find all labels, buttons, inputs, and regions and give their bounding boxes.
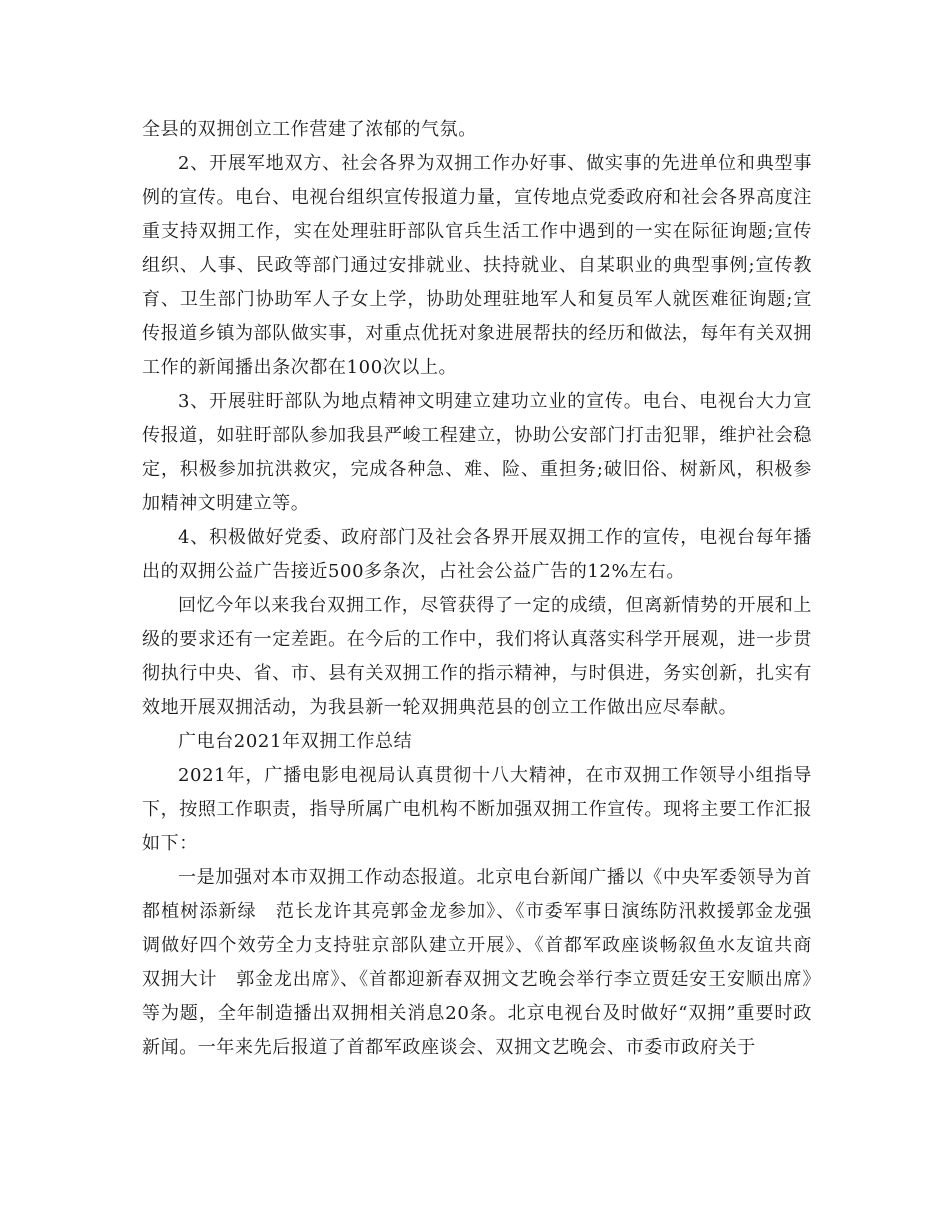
paragraph: 4、积极做好党委、政府部门及社会各界开展双拥工作的宣传，电视台每年播出的双拥公益广告接近500多条次，占社会公益广告的12%左右。 <box>142 527 812 582</box>
document-body <box>142 113 812 1065</box>
paragraph: 全县的双拥创立工作营建了浓郁的气氛。 <box>142 119 477 140</box>
paragraph: 一是加强对本市双拥工作动态报道。北京电台新闻广播以《中央军委领导为首都植树添新绿 范长龙许其亮郭金龙参加》、《市委军事日演练防汛救援郭金龙强调做好四个效劳全力支持驻京部队建立开展》、《首都军政座谈畅叙鱼水友谊共商双拥大计 郭金龙出席》、《首都迎新春双拥文艺晚会举行李立贾廷安王安顺出席》等为题，全年制造播出双拥相关消息20条。北京电视台及时做好“双拥”重要时政新闻。一年来先后报道了首都军政座谈会、双拥文艺晚会、市委市政府关于 <box>142 867 812 1058</box>
section-title: 广电台2021年双拥工作总结 <box>178 731 413 752</box>
paragraph: 2021年，广播电影电视局认真贯彻十八大精神，在市双拥工作领导小组指导下，按照工作职责，指导所属广电机构不断加强双拥工作宣传。现将主要工作汇报如下： <box>142 765 812 854</box>
paragraph: 回忆今年以来我台双拥工作，尽管获得了一定的成绩，但离新情势的开展和上级的要求还有一定差距。在今后的工作中，我们将认真落实科学开展观，进一步贯彻执行中央、省、市、县有关双拥工作的指示精神，与时俱进，务实创新，扎实有效地开展双拥活动，为我县新一轮双拥典范县的创立工作做出应尽奉献。 <box>142 595 812 718</box>
paragraph: 2、开展军地双方、社会各界为双拥工作办好事、做实事的先进单位和典型事例的宣传。电台、电视台组织宣传报道力量，宣传地点党委政府和社会各界高度注重支持双拥工作，实在处理驻盱部队官兵生活工作中遇到的一实在际征询题;宣传组织、人事、民政等部门通过安排就业、扶持就业、自某职业的典型事例;宣传教育、卫生部门协助军人子女上学，协助处理驻地军人和复员军人就医难征询题;宣传报道乡镇为部队做实事，对重点优抚对象进展帮扶的经历和做法，每年有关双拥工作的新闻播出条次都在100次以上。 <box>142 153 812 378</box>
paragraph: 3、开展驻盱部队为地点精神文明建立建功立业的宣传。电台、电视台大力宣传报道，如驻盱部队参加我县严峻工程建立，协助公安部门打击犯罪，维护社会稳定，积极参加抗洪救灾，完成各种急、难、险、重担务;破旧俗、树新风，积极参加精神文明建立等。 <box>142 391 812 514</box>
